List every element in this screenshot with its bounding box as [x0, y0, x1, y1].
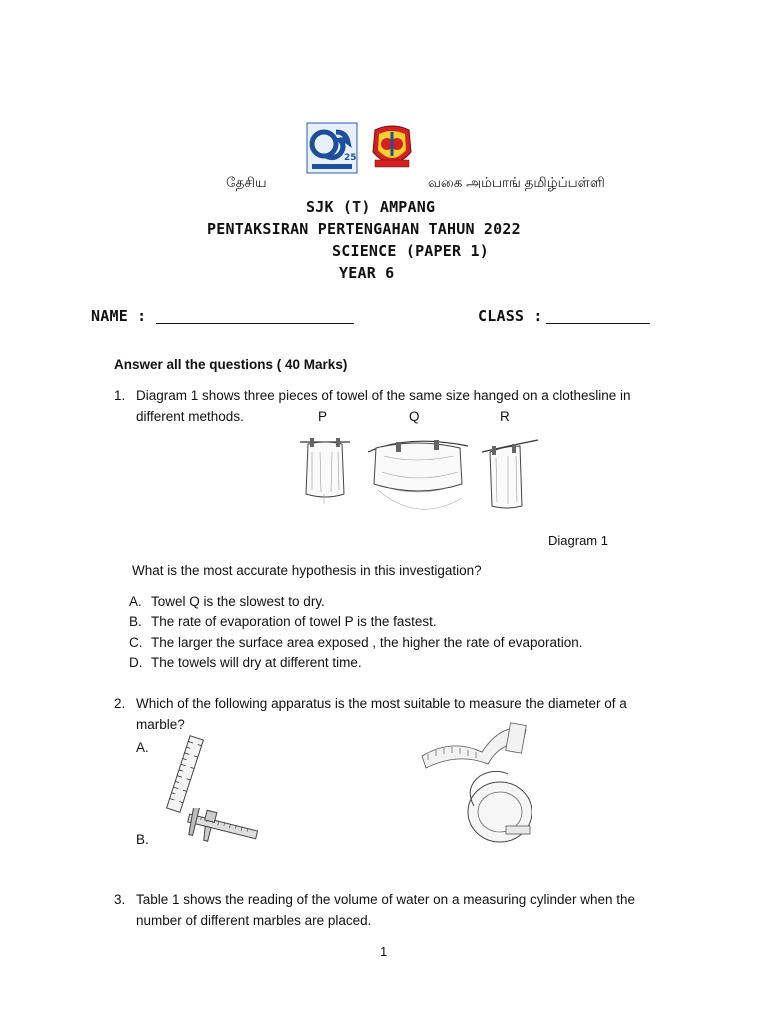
school-title: SJK (T) AMPANG [306, 198, 436, 216]
name-label: NAME : [91, 307, 147, 325]
towel-p-icon [300, 438, 350, 504]
q1-option-b[interactable]: The rate of evaporation of towel P is the fastest. [151, 614, 437, 629]
vernier-caliper-icon [180, 808, 260, 858]
question-2-number: 2. [114, 696, 126, 711]
question-1-text-line1: Diagram 1 shows three pieces of towel of the same size hanged on a clothesline in [136, 388, 631, 403]
q1-option-b-letter: B. [129, 614, 142, 629]
subject-title: SCIENCE (PAPER 1) [332, 242, 489, 260]
question-1-prompt: What is the most accurate hypothesis in this investigation? [132, 563, 482, 578]
q1-option-c[interactable]: The larger the surface area exposed , the higher the rate of evaporation. [151, 635, 583, 650]
school-logo-right [367, 122, 417, 174]
q2-option-b-letter[interactable]: B. [136, 832, 149, 847]
towels-diagram [298, 432, 540, 530]
q1-option-a-letter: A. [129, 594, 142, 609]
question-1-text-line2: different methods. [136, 409, 244, 424]
assessment-title: PENTAKSIRAN PERTENGAHAN TAHUN 2022 [207, 220, 521, 238]
question-3-text-line2: number of different marbles are placed. [136, 913, 372, 928]
class-input-line[interactable] [546, 323, 650, 324]
question-1-number: 1. [114, 388, 126, 403]
class-label: CLASS : [478, 307, 543, 325]
q1-option-d-letter: D. [129, 655, 143, 670]
measuring-tape-icon [416, 716, 532, 850]
instructions: Answer all the questions ( 40 Marks) [114, 357, 348, 372]
svg-text:25: 25 [344, 153, 357, 163]
name-input-line[interactable] [156, 323, 354, 324]
q1-option-a[interactable]: Towel Q is the slowest to dry. [151, 594, 325, 609]
towel-label-q: Q [409, 409, 420, 424]
tamil-school-name-right: வகை அம்பாங் தமிழ்ப்பள்ளி [428, 175, 605, 190]
year-title: YEAR 6 [339, 264, 395, 282]
tamil-school-name-left: தேசிய [226, 175, 267, 190]
towel-label-r: R [500, 409, 510, 424]
ruler-icon [162, 734, 208, 814]
towel-label-p: P [318, 409, 328, 424]
page-number: 1 [380, 944, 388, 959]
towel-r-icon [482, 440, 538, 508]
towel-q-icon [368, 440, 468, 509]
question-3-text-line1: Table 1 shows the reading of the volume of water on a measuring cylinder when the [136, 892, 636, 907]
diagram-1-caption: Diagram 1 [548, 533, 608, 548]
school-logo-left [306, 122, 358, 174]
question-3-number: 3. [114, 892, 126, 907]
q2-option-a-letter[interactable]: A. [136, 740, 149, 755]
q1-option-d[interactable]: The towels will dry at different time. [151, 655, 362, 670]
question-2-text-line2: marble? [136, 717, 185, 732]
q1-option-c-letter: C. [129, 635, 143, 650]
question-2-text-line1: Which of the following apparatus is the most suitable to measure the diameter of a [136, 696, 627, 711]
